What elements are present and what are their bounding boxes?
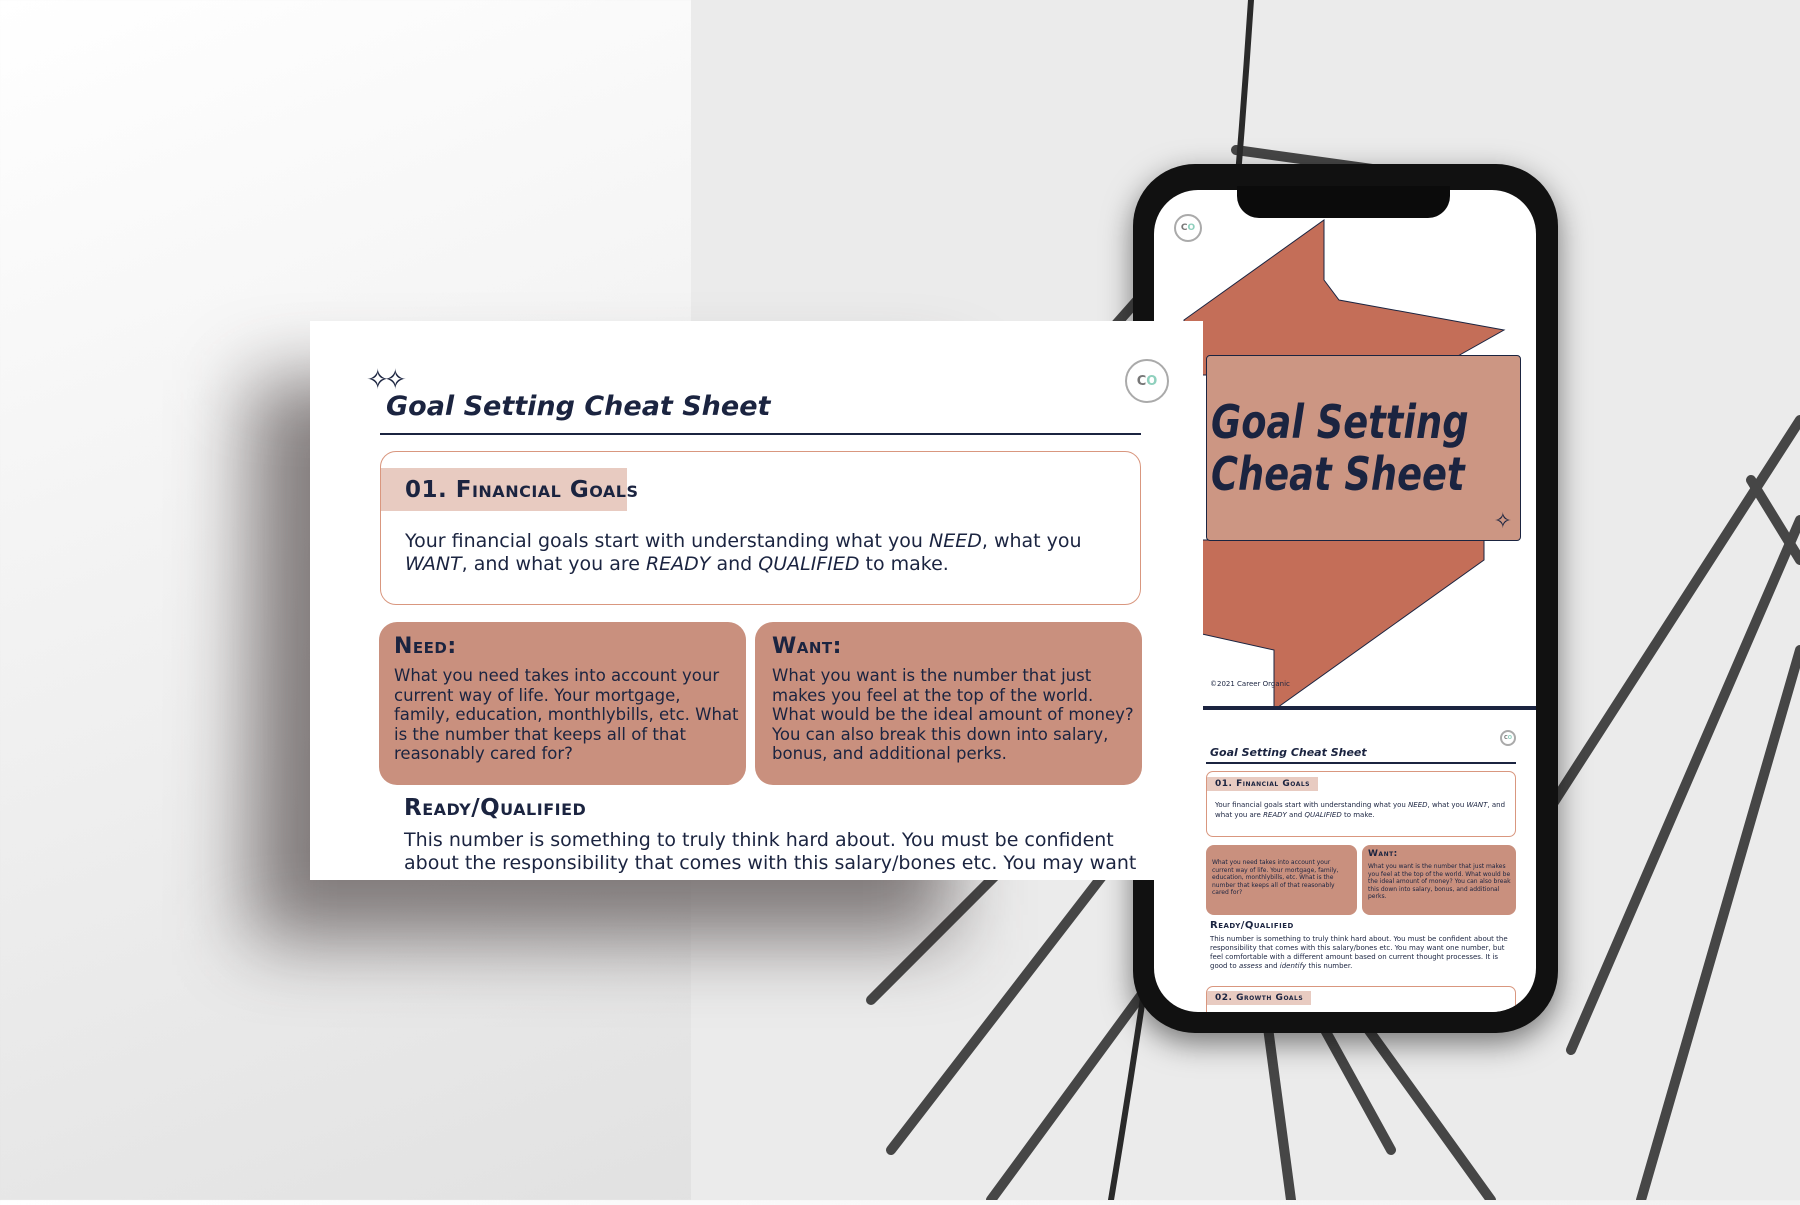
phone-screen[interactable] [1154,190,1536,1012]
cover-title-line1: Goal Setting [1211,395,1469,449]
career-organic-logo-small: C O [1500,730,1516,746]
want-heading: Want: [772,634,842,659]
sparkles-icon: ✧✧ [366,364,401,395]
ready-text: This number is something to truly think hard about. You must be confident about the responsibility that comes with this salary/bones etc. You may want [404,829,1137,874]
section1-text: Your financial goals start with understanding what you NEED, what you WANT, and what you are READY and QUALIFIED to make. [405,530,1082,575]
need-heading: Need: [394,634,457,659]
cover-title-line2: Cheat Sheet [1211,447,1465,501]
career-organic-logo: C O [1174,214,1202,242]
need-text: What you need takes into account your current way of life. Your mortgage, family, education, monthlybills, etc. What is the number that keeps all of that reasonably cared for? [1212,859,1339,897]
want-box [755,622,1142,785]
ready-text: This number is something to truly think hard about. You must be confident about the responsibility that comes with this salary/bones etc. You may want one number, but feel comfortable with a different amount based on current thought processes. It is good to assess and identify this number. [1210,935,1508,970]
title-rule [1206,762,1516,764]
want-box [1362,845,1516,915]
ready-heading: Ready/Qualified [404,795,587,821]
phone-notch [1237,186,1450,218]
career-organic-logo: C O [1125,359,1169,403]
sparkle-icon: ✧ [1493,508,1512,533]
cover-title-box [1206,355,1521,541]
need-box [1206,845,1357,915]
financial-goals-box [1206,771,1516,837]
section2-tag: 02. Growth Goals [1207,991,1311,1005]
want-heading: Want: [1368,849,1398,859]
section1-tag: 01. Financial Goals [1207,777,1318,791]
need-box [379,622,746,785]
card-title: Goal Setting Cheat Sheet [386,391,771,422]
cheat-sheet-card [310,321,1203,880]
want-text: What you want is the number that just makes you feel at the top of the world. What would be the ideal amount of money? You can also break this down into salary, bonus, and additional perks. [1368,863,1511,901]
section1-tag: 01. Financial Goals [381,468,627,511]
financial-goals-box [380,451,1141,605]
need-text: What you need takes into account your current way of life. Your mortgage, family, education, monthlybills, etc. What is the number that keeps all of that reasonably cared for? [394,666,739,763]
ready-heading: Ready/Qualified [1210,920,1294,931]
title-rule [380,433,1141,435]
page-divider [1154,706,1536,710]
cover-copyright: ©2021 Career Organic [1210,680,1290,688]
want-text: What you want is the number that just makes you feel at the top of the world. What would be the ideal amount of money? You can also break this down into salary, bonus, and additional perks. [772,666,1134,763]
page-title: Goal Setting Cheat Sheet [1210,746,1367,759]
growth-goals-box [1206,986,1516,1012]
section1-text: Your financial goals start with understanding what you NEED, what you WANT, and what you are READY and QUALIFIED to make. [1215,801,1506,819]
